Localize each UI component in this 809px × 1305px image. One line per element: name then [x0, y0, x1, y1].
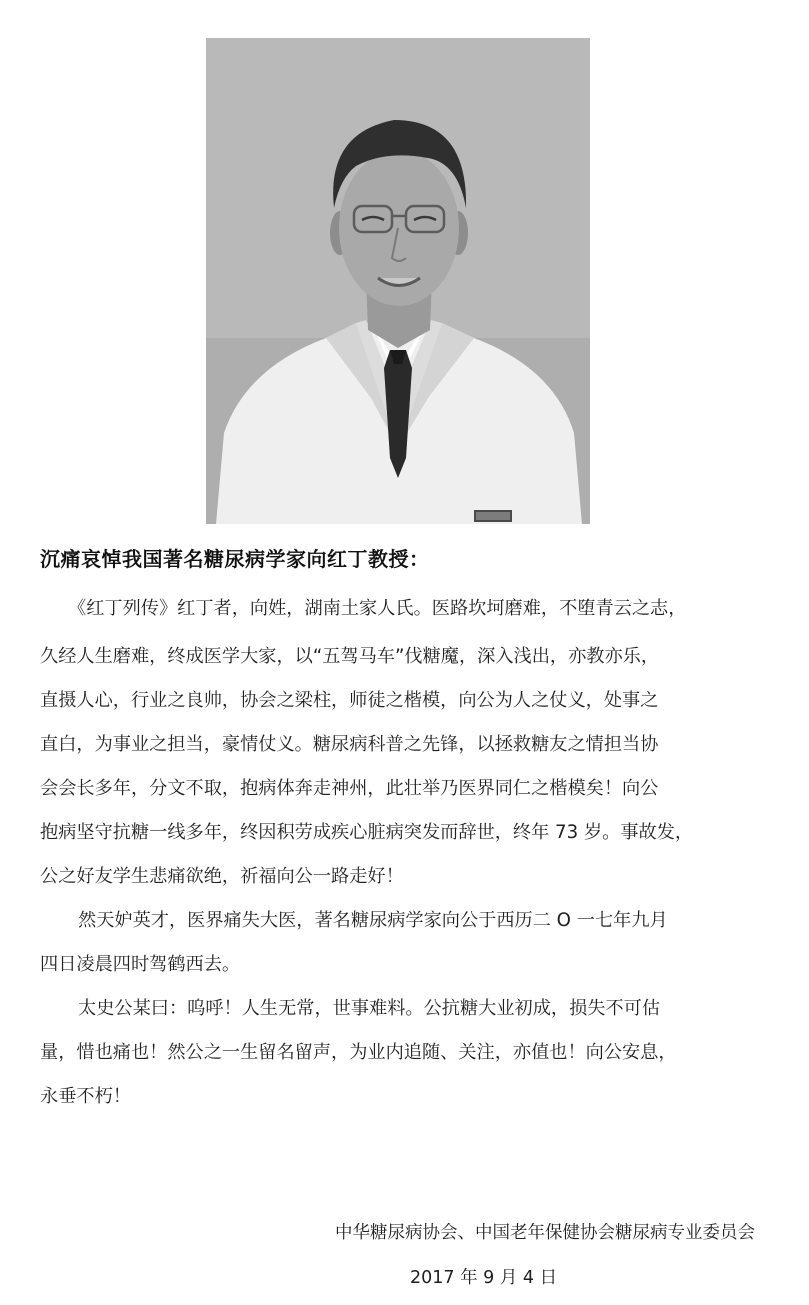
paragraph-line: 然天妒英才，医界痛失大医，著名糖尿病学家向公于西历二 O 一七年九月: [78, 910, 668, 931]
paragraph-line: 会会长多年，分文不取，抱病体奔走神州，此壮举乃医界同仁之楷模矣！向公: [40, 778, 659, 799]
signature-date: 2017 年 9 月 4 日: [410, 1268, 558, 1288]
signature-organizations: 中华糖尿病协会、中国老年保健协会糖尿病专业委员会: [335, 1223, 755, 1243]
paragraph-line: 公之好友学生悲痛欲绝，祈福向公一路走好！: [40, 866, 404, 887]
paragraph-line: 直白，为事业之担当，豪情仗义。糖尿病科普之先锋，以拯救糖友之情担当协: [40, 734, 659, 755]
paragraph-line: 直摄人心，行业之良帅，协会之梁柱，师徒之楷模，向公为人之仗义，处事之: [40, 690, 659, 711]
paragraph-line: 抱病坚守抗糖一线多年，终因积劳成疾心脏病突发而辞世，终年 73 岁。事故发，: [40, 822, 694, 843]
portrait-illustration: [206, 38, 590, 524]
paragraph-line: 太史公某曰：呜呼！人生无常，世事难料。公抗糖大业初成，损失不可估: [78, 998, 661, 1019]
portrait-photo: [206, 38, 590, 524]
paragraph-line: 久经人生磨难，终成医学大家，以“五驾马车”伐糖魔，深入浅出，亦教亦乐，: [40, 646, 660, 667]
paragraph-line: 永垂不朽！: [40, 1086, 131, 1107]
paragraph-line: 《红丁列传》红丁者，向姓，湖南土家人氏。医路坎坷磨难，不堕青云之志，: [68, 598, 687, 619]
paragraph-line: 四日凌晨四时驾鹤西去。: [40, 954, 241, 975]
paragraph-line: 量，惜也痛也！然公之一生留名留声，为业内追随、关注，亦值也！向公安息，: [40, 1042, 677, 1063]
memorial-headline: 沉痛哀悼我国著名糖尿病学家向红丁教授：: [40, 547, 430, 571]
